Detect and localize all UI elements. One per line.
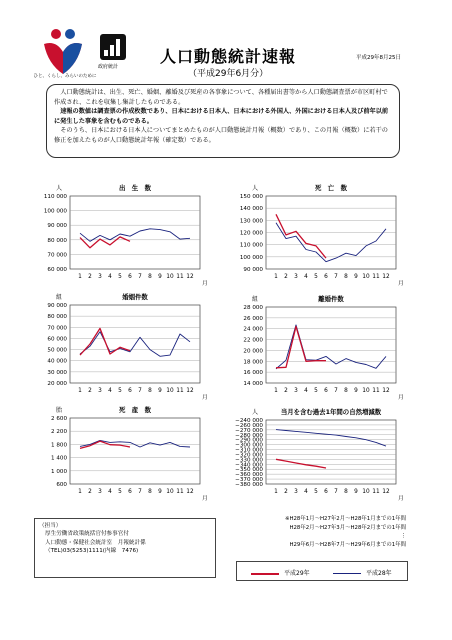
period-note-3: ⋮ <box>400 533 406 540</box>
x-unit-label: 月 <box>398 496 404 502</box>
x-tick-label: 1 <box>274 274 278 280</box>
y-tick-label: −360 000 <box>235 472 263 479</box>
x-tick-label: 2 <box>284 489 288 495</box>
y-tick-label: 1 800 <box>50 442 67 449</box>
x-tick-label: 10 <box>362 489 370 495</box>
y-tick-label: −270 000 <box>235 427 263 434</box>
y-tick-label: 1 400 <box>50 455 67 462</box>
y-tick-label: 26 000 <box>243 315 263 322</box>
x-tick-label: 4 <box>304 489 308 495</box>
x-tick-label: 3 <box>294 489 298 495</box>
plot-frame <box>70 196 200 269</box>
x-tick-label: 6 <box>128 489 132 495</box>
x-tick-label: 1 <box>274 388 278 394</box>
y-unit-label: 人 <box>56 185 63 192</box>
x-unit-label: 月 <box>202 281 208 287</box>
y-tick-label: 110 000 <box>239 242 263 249</box>
page-title: 人口動態統計速報 <box>160 47 297 66</box>
x-tick-label: 12 <box>186 388 194 394</box>
y-tick-label: 80 000 <box>47 237 67 244</box>
series-line-2016 <box>80 332 190 357</box>
period-note-2: H28年2月～H27年3月～H28年2月までの1年間 <box>289 524 406 531</box>
x-tick-label: 5 <box>314 274 318 280</box>
y-tick-label: 28 000 <box>243 305 263 311</box>
period-note-4: H29年6月～H28年7月～H29年6月までの1年間 <box>289 541 406 548</box>
x-tick-label: 8 <box>344 388 348 394</box>
x-tick-label: 1 <box>78 489 82 495</box>
chart-title: 離婚件数 <box>318 295 344 303</box>
publish-date: 平成29年8月25日 <box>356 55 401 61</box>
x-tick-label: 2 <box>88 274 92 280</box>
x-tick-label: 11 <box>372 274 380 280</box>
series-line-2017 <box>80 328 130 355</box>
legend <box>236 561 408 581</box>
x-unit-label: 月 <box>398 395 404 401</box>
x-tick-label: 10 <box>362 388 370 394</box>
note-paragraph-1: 人口動態統計は、出生、死亡、婚姻、離婚及び死産の各事象について、各種届出書等から人口動態調査票が市区町村で作成され、これを収集し集計したものである。 <box>54 89 388 106</box>
x-tick-label: 5 <box>314 388 318 394</box>
chart-6 <box>266 420 396 484</box>
y-tick-label: 70 000 <box>47 252 67 259</box>
x-tick-label: 1 <box>274 489 278 495</box>
chart-title: 当月を含む過去1年間の自然増減数 <box>280 408 382 416</box>
x-tick-label: 5 <box>118 274 122 280</box>
series-line-2016 <box>80 440 190 447</box>
x-tick-label: 4 <box>108 388 112 394</box>
chart-title: 出 生 数 <box>119 184 151 192</box>
x-tick-label: 9 <box>354 489 358 495</box>
y-tick-label: 60 000 <box>47 336 67 343</box>
y-tick-label: 1 000 <box>50 468 67 475</box>
x-tick-label: 2 <box>284 388 288 394</box>
y-tick-label: 20 000 <box>47 381 67 387</box>
chart-title: 死 産 数 <box>119 406 151 414</box>
note-paragraph-2: 速報の数値は調査票の作成枚数であり、日本における日本人、日本における外国人、外国における日本人及び前年以前に発生した事象を含むものである。 <box>54 108 389 125</box>
series-line-2017 <box>80 237 130 248</box>
y-tick-label: 90 000 <box>47 223 67 230</box>
x-tick-label: 6 <box>324 274 328 280</box>
x-tick-label: 4 <box>304 274 308 280</box>
y-tick-label: −300 000 <box>235 442 263 449</box>
y-tick-label: 110 000 <box>43 194 67 200</box>
series-line-2016 <box>276 430 386 447</box>
x-tick-label: 7 <box>334 388 338 394</box>
y-tick-label: 18 000 <box>243 359 263 366</box>
x-tick-label: 6 <box>324 388 328 394</box>
x-tick-label: 8 <box>148 274 152 280</box>
x-tick-label: 9 <box>158 489 162 495</box>
contact-line-3: （TEL)03(5253)1111(内線 7476) <box>45 548 139 555</box>
logo-caption: ひと、くらし、みらいのために <box>33 74 97 79</box>
plot-frame <box>266 307 396 383</box>
series-line-2017 <box>276 459 326 468</box>
period-note-1: ※H28年1月～H27年2月～H28年1月までの1年間 <box>284 516 406 522</box>
x-tick-label: 3 <box>98 489 102 495</box>
x-tick-label: 12 <box>382 274 390 280</box>
y-tick-label: 60 000 <box>47 267 67 273</box>
legend-item-2016 <box>333 568 392 577</box>
y-tick-label: 100 000 <box>43 208 67 215</box>
x-tick-label: 11 <box>176 388 184 394</box>
x-tick-label: 7 <box>138 489 142 495</box>
x-tick-label: 2 <box>88 489 92 495</box>
y-tick-label: −280 000 <box>235 432 263 439</box>
x-tick-label: 3 <box>294 274 298 280</box>
legend-item-2017 <box>251 568 310 577</box>
x-tick-label: 8 <box>344 489 348 495</box>
x-tick-label: 8 <box>148 388 152 394</box>
x-tick-label: 9 <box>354 388 358 394</box>
contact-line-2: 人口動態・保健社会統計室 月報統計係 <box>45 539 146 546</box>
y-tick-label: −310 000 <box>235 447 263 454</box>
y-tick-label: 600 <box>56 482 67 488</box>
legend-label-2017: 平成29年 <box>284 570 310 577</box>
y-tick-label: 80 000 <box>47 314 67 321</box>
x-tick-label: 9 <box>158 274 162 280</box>
y-tick-label: 50 000 <box>47 347 67 354</box>
x-tick-label: 3 <box>294 388 298 394</box>
x-tick-label: 9 <box>354 274 358 280</box>
y-tick-label: 120 000 <box>239 230 263 237</box>
x-tick-label: 10 <box>166 274 174 280</box>
chart-title: 死 亡 数 <box>315 184 347 192</box>
y-tick-label: 140 000 <box>239 206 263 213</box>
x-unit-label: 月 <box>202 496 208 502</box>
y-tick-label: −320 000 <box>235 452 263 459</box>
y-unit-label: 組 <box>252 296 259 303</box>
x-tick-label: 11 <box>372 489 380 495</box>
legend-label-2016: 平成28年 <box>366 570 392 577</box>
x-tick-label: 10 <box>166 489 174 495</box>
y-tick-label: 20 000 <box>243 348 263 355</box>
y-tick-label: 130 000 <box>239 218 263 225</box>
y-tick-label: −370 000 <box>235 477 263 484</box>
x-tick-label: 11 <box>176 274 184 280</box>
x-unit-label: 月 <box>202 395 208 401</box>
y-tick-label: 30 000 <box>47 369 67 376</box>
y-tick-label: 14 000 <box>243 381 263 387</box>
contact-label: （担当） <box>39 523 62 529</box>
y-tick-label: 90 000 <box>243 267 263 273</box>
y-unit-label: 胎 <box>56 407 63 414</box>
x-tick-label: 3 <box>98 388 102 394</box>
y-unit-label: 人 <box>252 409 259 416</box>
chart-5 <box>70 418 200 484</box>
y-unit-label: 人 <box>252 185 259 192</box>
x-tick-label: 7 <box>138 388 142 394</box>
chart-3 <box>70 305 200 383</box>
plot-frame <box>70 418 200 484</box>
contact-box <box>34 518 216 578</box>
x-tick-label: 6 <box>128 388 132 394</box>
contact-line-1: 厚生労働省政策統括官付参事官付 <box>45 531 129 538</box>
y-tick-label: 2 600 <box>50 416 67 422</box>
page-subtitle: （平成29年6月分） <box>188 69 269 79</box>
y-tick-label: −290 000 <box>235 437 263 444</box>
x-tick-label: 4 <box>108 489 112 495</box>
series-line-2017 <box>276 327 326 368</box>
x-tick-label: 11 <box>176 489 184 495</box>
y-unit-label: 組 <box>56 294 63 301</box>
chart-1 <box>70 196 200 269</box>
y-tick-label: 90 000 <box>47 303 67 309</box>
y-tick-label: 22 000 <box>243 337 263 344</box>
x-tick-label: 7 <box>334 489 338 495</box>
y-tick-label: −260 000 <box>235 422 263 429</box>
x-tick-label: 12 <box>186 274 194 280</box>
x-tick-label: 9 <box>158 388 162 394</box>
y-tick-label: −380 000 <box>235 482 263 488</box>
x-tick-label: 2 <box>88 388 92 394</box>
x-tick-label: 2 <box>284 274 288 280</box>
y-tick-label: −350 000 <box>235 467 263 474</box>
series-line-2016 <box>80 229 190 242</box>
x-tick-label: 1 <box>78 388 82 394</box>
y-tick-label: 40 000 <box>47 358 67 365</box>
x-tick-label: 5 <box>118 388 122 394</box>
chart-title: 婚姻件数 <box>122 293 148 301</box>
chart-2 <box>266 196 396 269</box>
x-tick-label: 3 <box>98 274 102 280</box>
x-tick-label: 5 <box>118 489 122 495</box>
period-note <box>248 515 406 550</box>
y-tick-label: 16 000 <box>243 370 263 377</box>
y-tick-label: −340 000 <box>235 462 263 469</box>
logo2-caption: 政府統計 <box>98 64 119 70</box>
chart-4 <box>266 307 396 383</box>
x-tick-label: 10 <box>166 388 174 394</box>
series-line-2016 <box>276 325 386 369</box>
y-tick-label: 70 000 <box>47 325 67 332</box>
y-tick-label: 150 000 <box>239 194 263 200</box>
x-tick-label: 6 <box>128 274 132 280</box>
x-tick-label: 12 <box>382 489 390 495</box>
x-tick-label: 4 <box>108 274 112 280</box>
x-tick-label: 8 <box>148 489 152 495</box>
x-tick-label: 5 <box>314 489 318 495</box>
x-tick-label: 6 <box>324 489 328 495</box>
x-tick-label: 10 <box>362 274 370 280</box>
x-tick-label: 4 <box>304 388 308 394</box>
series-line-2017 <box>276 214 326 258</box>
y-tick-label: 24 000 <box>243 326 263 333</box>
x-tick-label: 12 <box>382 388 390 394</box>
note-paragraph-3: そのうち、日本における日本人についてまとめたものが人口動態統計月報（概数）であり、この月報（概数）に若干の修正を加えたものが人口動態統計年報（確定数）である。 <box>54 127 388 145</box>
x-tick-label: 12 <box>186 489 194 495</box>
y-tick-label: −330 000 <box>235 457 263 464</box>
x-tick-label: 7 <box>138 274 142 280</box>
x-tick-label: 11 <box>372 388 380 394</box>
x-unit-label: 月 <box>398 281 404 287</box>
series-line-2016 <box>276 223 386 262</box>
y-tick-label: 2 200 <box>50 429 67 436</box>
x-tick-label: 7 <box>334 274 338 280</box>
y-tick-label: −240 000 <box>235 418 263 424</box>
y-tick-label: 100 000 <box>239 254 263 261</box>
plot-frame <box>266 420 396 484</box>
x-tick-label: 1 <box>78 274 82 280</box>
x-tick-label: 8 <box>344 274 348 280</box>
